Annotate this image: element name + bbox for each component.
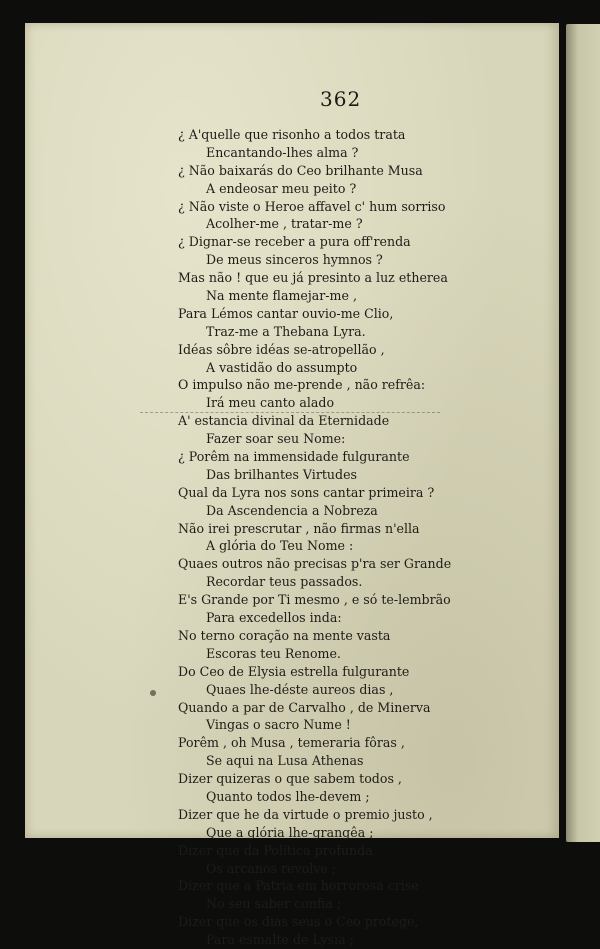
poem-line: ¿ A'quelle que risonho a todos trata <box>178 127 406 142</box>
poem-line: Dizer que os dias seus o Ceo protege, <box>178 914 419 930</box>
poem-line: No terno coração na mente vasta <box>178 627 391 643</box>
poem-line: Acolher-me , tratar-me ? <box>206 216 363 232</box>
poem-line: Que a glória lhe-grangêa ; <box>206 824 374 840</box>
poem-line: Para esmalte de Lysia ; <box>206 932 354 948</box>
poem-line: Fazer soar seu Nome: <box>206 431 346 447</box>
poem-line: A glória do Teu Nome : <box>206 538 354 554</box>
poem-line: Recordar teus passados. <box>206 574 363 590</box>
poem-line: Os arcanos revolve ; <box>206 860 337 876</box>
poem-line: Dizer que he da virtude o premio justo , <box>178 806 433 822</box>
poem-line: ¿ Não viste o Heroe affavel c' hum sorriso <box>178 198 446 214</box>
poem-line: De meus sinceros hymnos ? <box>206 252 383 268</box>
facing-page-edge <box>566 24 600 842</box>
poem-line: A' estancia divinal da Eternidade <box>178 413 390 429</box>
poem-line: Irá meu canto alado <box>206 395 335 411</box>
page-number: 362 <box>320 87 362 111</box>
poem-line: Das brilhantes Virtudes <box>206 466 357 482</box>
poem-line: Dizer que da Politica profunda <box>178 842 373 858</box>
poem-line: E's Grande por Ti mesmo , e só te-lembrão <box>178 592 451 608</box>
poem-line: Da Ascendencia a Nobreza <box>206 502 378 518</box>
poem-line: Idéas sôbre idéas se-atropellão , <box>178 341 385 357</box>
poem-line: Para Lémos cantar ouvio-me Clio, <box>178 305 394 321</box>
poem-line: A vastidão do assumpto <box>206 359 358 375</box>
poem-line: Se aqui na Lusa Athenas <box>206 753 364 769</box>
poem-line: Porêm , oh Musa , temeraria fôras , <box>178 735 405 751</box>
poem-line: Dizer que a Patria em horrorosa crise <box>178 878 419 894</box>
poem-line: O impulso não me-prende , não refrêa: <box>178 377 426 393</box>
poem-line: Dizer quizeras o que sabem todos , <box>178 771 402 787</box>
poem-line: ¿ Porêm na immensidade fulgurante <box>178 449 410 465</box>
poem-line: ¿ Não baixarás do Ceo brilhante Musa <box>178 162 423 178</box>
poem-line: Vingas o sacro Nume ! <box>206 717 351 733</box>
poem-line: Encantando-lhes alma ? <box>206 144 359 160</box>
poem-line: A endeosar meu peito ? <box>206 180 357 196</box>
poem-line: Na mente flamejar-me , <box>206 288 357 304</box>
poem-line: Escoras teu Renome. <box>206 645 341 661</box>
ink-spot <box>150 690 156 696</box>
poem-line: Quanto todos lhe-devem ; <box>206 788 370 804</box>
poem-line: Quando a par de Carvalho , de Minerva <box>178 699 431 715</box>
poem-text <box>178 126 478 949</box>
poem-line: Para excedellos inda: <box>206 610 342 626</box>
poem-line: Quaes outros não precisas p'ra ser Grande <box>178 556 452 572</box>
fold-crease <box>140 412 440 413</box>
poem-line: Quaes lhe-déste aureos dias , <box>206 681 394 697</box>
poem-line: Traz-me a Thebana Lyra. <box>206 323 366 339</box>
poem-line: Do Ceo de Elysia estrella fulgurante <box>178 663 410 679</box>
poem-line: ¿ Dignar-se receber a pura off'renda <box>178 234 411 250</box>
poem-line: No seu saber confia ; <box>206 896 342 912</box>
poem-line: Mas não ! que eu já presinto a luz etherea <box>178 270 448 286</box>
poem-line: Qual da Lyra nos sons cantar primeira ? <box>178 484 435 500</box>
poem-line: Não irei prescrutar , não firmas n'ella <box>178 520 420 536</box>
